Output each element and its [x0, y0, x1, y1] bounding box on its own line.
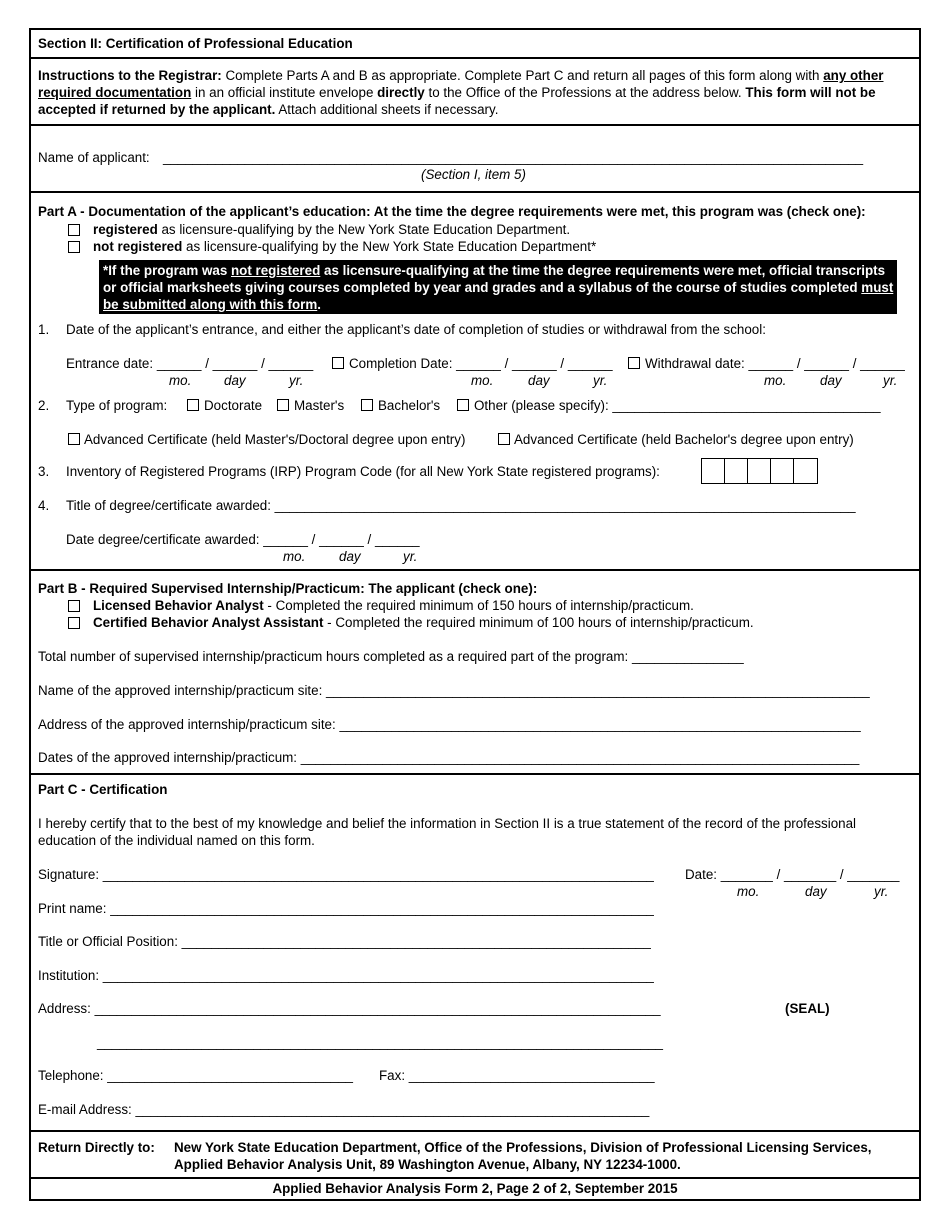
date-hint-yr: yr. [289, 373, 304, 388]
question-1-text: Date of the applicant’s entrance, and either the applicant’s date of completion of studies or withdrawal from the school: [66, 322, 766, 337]
applicant-name-hint: (Section I, item 5) [421, 167, 526, 182]
official-position-field[interactable]: Title or Official Position: _______________________________________________________________ [38, 934, 651, 949]
lba-desc: - Completed the required minimum of 150 hours of internship/practicum. [263, 598, 694, 613]
degree-title-field[interactable]: Title of degree/certificate awarded: ______________________________________________________________________________ [66, 498, 856, 513]
completion-checkbox[interactable] [332, 357, 344, 369]
applicant-section [31, 126, 919, 193]
print-name-field[interactable]: Print name: _________________________________________________________________________ [38, 901, 654, 916]
cbaa-label: Certified Behavior Analyst Assistant [93, 615, 324, 630]
date-hint-yr: yr. [874, 884, 889, 899]
irp-code-boxes[interactable] [701, 458, 818, 484]
internship-site-name-field[interactable]: Name of the approved internship/practicum site: _________________________________________________________________________ [38, 683, 870, 698]
form-footer: Applied Behavior Analysis Form 2, Page 2 of 2, September 2015 [272, 1181, 678, 1196]
other-checkbox[interactable] [457, 399, 469, 411]
doctorate-checkbox[interactable] [187, 399, 199, 411]
completion-date-field[interactable]: Completion Date: ______ / ______ / ______ [349, 356, 613, 371]
part-c-section [31, 775, 919, 1132]
instructions-emphasis: directly [377, 85, 425, 100]
date-hint-yr: yr. [403, 549, 418, 564]
certification-form [29, 28, 921, 1201]
notice-emphasis: not registered [230, 263, 321, 278]
notice-part: . [317, 297, 321, 312]
not-registered-option [93, 238, 596, 255]
part-b-section [31, 571, 919, 775]
irp-digit-box[interactable] [725, 459, 748, 483]
question-4-number: 4. [38, 498, 50, 513]
instructions-emphasis: any other required documentation [38, 68, 884, 100]
part-a-heading: Part A - Documentation of the applicant’s education: At the time the degree requirements were met, this program was (check one): [38, 204, 866, 219]
withdrawal-date-field[interactable]: Withdrawal date: ______ / ______ / ______ [645, 356, 905, 371]
not-registered-desc: as licensure-qualifying by the New York State Education Department* [182, 239, 597, 254]
other-specify-field[interactable]: Other (please specify): ____________________________________ [474, 398, 881, 413]
certification-statement: I hereby certify that to the best of my knowledge and belief the information in Section II is a true statement of the record of the professional education of the individual named on this form. [38, 816, 857, 848]
date-hint-day: day [339, 549, 361, 564]
date-hint-mo: mo. [283, 549, 306, 564]
date-hint-mo: mo. [764, 373, 787, 388]
internship-hours-field[interactable]: Total number of supervised internship/practicum hours completed as a required part of the program: _______________ [38, 649, 744, 664]
degree-date-field[interactable]: Date degree/certificate awarded: ______ / ______ / ______ [66, 532, 420, 547]
applicant-name-field[interactable]: ______________________________________________________________________________________________ [163, 150, 864, 165]
notice-emphasis: must be submitted along with this form [103, 280, 894, 312]
date-hint-day: day [528, 373, 550, 388]
instructions-part: in an official institute envelope [191, 85, 378, 100]
registered-checkbox[interactable] [68, 224, 80, 236]
instructions-lead: Instructions to the Registrar: [38, 68, 222, 83]
part-c-heading: Part C - Certification [38, 782, 168, 797]
withdrawal-checkbox[interactable] [628, 357, 640, 369]
not-registered-notice [99, 260, 897, 314]
registered-option [93, 221, 570, 238]
question-2-number: 2. [38, 398, 50, 413]
entrance-date-field[interactable]: Entrance date: ______ / ______ / ______ [66, 356, 314, 371]
applicant-name-label: Name of applicant: [38, 150, 150, 165]
instructions-part: Complete Parts A and B as appropriate. Complete Part C and return all pages of this form along with [221, 68, 824, 83]
part-a-section [31, 193, 919, 571]
seal-label: (SEAL) [785, 1001, 830, 1016]
institution-field[interactable]: Institution: __________________________________________________________________________ [38, 968, 654, 983]
doctorate-label: Doctorate [204, 398, 263, 413]
not-registered-label: not registered [93, 239, 183, 254]
part-b-heading: Part B - Required Supervised Internship/Practicum: The applicant (check one): [38, 581, 538, 596]
certification-date-field[interactable]: Date: _______ / _______ / _______ [685, 867, 900, 882]
date-hint-yr: yr. [593, 373, 608, 388]
bachelors-label: Bachelor's [378, 398, 441, 413]
instructions-text [38, 67, 914, 118]
return-address-section [31, 1132, 919, 1179]
date-hint-day: day [224, 373, 246, 388]
address-field[interactable]: Address: ____________________________________________________________________________ [38, 1001, 661, 1016]
address-line-2-field[interactable]: ____________________________________________________________________________ [97, 1035, 663, 1050]
internship-dates-field[interactable]: Dates of the approved internship/practicum: ___________________________________________________________________________ [38, 750, 860, 765]
question-1-number: 1. [38, 322, 50, 337]
fax-field[interactable]: Fax: _________________________________ [379, 1068, 655, 1083]
irp-digit-box[interactable] [748, 459, 771, 483]
licensed-behavior-analyst-option [93, 597, 694, 614]
program-type-label: Type of program: [66, 398, 168, 413]
advanced-cert-bachelors-label: Advanced Certificate (held Bachelor's degree upon entry) [514, 432, 854, 447]
advanced-cert-masters-checkbox[interactable] [68, 433, 80, 445]
licensed-behavior-analyst-checkbox[interactable] [68, 600, 80, 612]
instructions-part: Attach additional sheets if necessary. [275, 102, 499, 117]
return-address-line-1: New York State Education Department, Office of the Professions, Division of Professional Licensing Services, [174, 1140, 872, 1155]
advanced-cert-masters-label: Advanced Certificate (held Master's/Doctoral degree upon entry) [84, 432, 466, 447]
signature-field[interactable]: Signature: __________________________________________________________________________ [38, 867, 654, 882]
instructions-emphasis: This form will not be accepted if returned by the applicant. [38, 85, 876, 117]
section-header [31, 30, 919, 59]
bachelors-checkbox[interactable] [361, 399, 373, 411]
section-title: Section II: Certification of Professional Education [38, 36, 353, 51]
not-registered-checkbox[interactable] [68, 241, 80, 253]
irp-digit-box[interactable] [702, 459, 725, 483]
advanced-cert-bachelors-checkbox[interactable] [498, 433, 510, 445]
cbaa-desc: - Completed the required minimum of 100 hours of internship/practicum. [323, 615, 754, 630]
question-3-number: 3. [38, 464, 50, 479]
date-hint-yr: yr. [883, 373, 898, 388]
notice-part: as licensure-qualifying at the time the degree requirements were met, official transcripts or official marksheets giving courses completed by year and grades and a syllabus of the course of studies completed [103, 263, 886, 295]
date-hint-mo: mo. [169, 373, 192, 388]
instructions-section [31, 59, 919, 126]
irp-digit-box[interactable] [771, 459, 794, 483]
return-address-line-2: Applied Behavior Analysis Unit, 89 Washington Avenue, Albany, NY 12234-1000. [174, 1157, 681, 1172]
irp-code-label: Inventory of Registered Programs (IRP) Program Code (for all New York State registered programs): [66, 464, 660, 479]
internship-site-address-field[interactable]: Address of the approved internship/practicum site: ______________________________________________________________________ [38, 717, 861, 732]
email-field[interactable]: E-mail Address: _____________________________________________________________________ [38, 1102, 650, 1117]
registered-label: registered [93, 222, 158, 237]
masters-checkbox[interactable] [277, 399, 289, 411]
return-label: Return Directly to: [38, 1140, 155, 1155]
lba-label: Licensed Behavior Analyst [93, 598, 264, 613]
irp-digit-box[interactable] [794, 459, 817, 483]
instructions-part: to the Office of the Professions at the address below. [424, 85, 746, 100]
date-hint-day: day [805, 884, 827, 899]
date-hint-mo: mo. [471, 373, 494, 388]
registered-desc: as licensure-qualifying by the New York State Education Department. [157, 222, 571, 237]
certified-assistant-checkbox[interactable] [68, 617, 80, 629]
certified-assistant-option [93, 614, 754, 631]
date-hint-day: day [820, 373, 842, 388]
telephone-field[interactable]: Telephone: _________________________________ [38, 1068, 353, 1083]
date-hint-mo: mo. [737, 884, 760, 899]
masters-label: Master's [294, 398, 345, 413]
notice-part: *If the program was [103, 263, 231, 278]
